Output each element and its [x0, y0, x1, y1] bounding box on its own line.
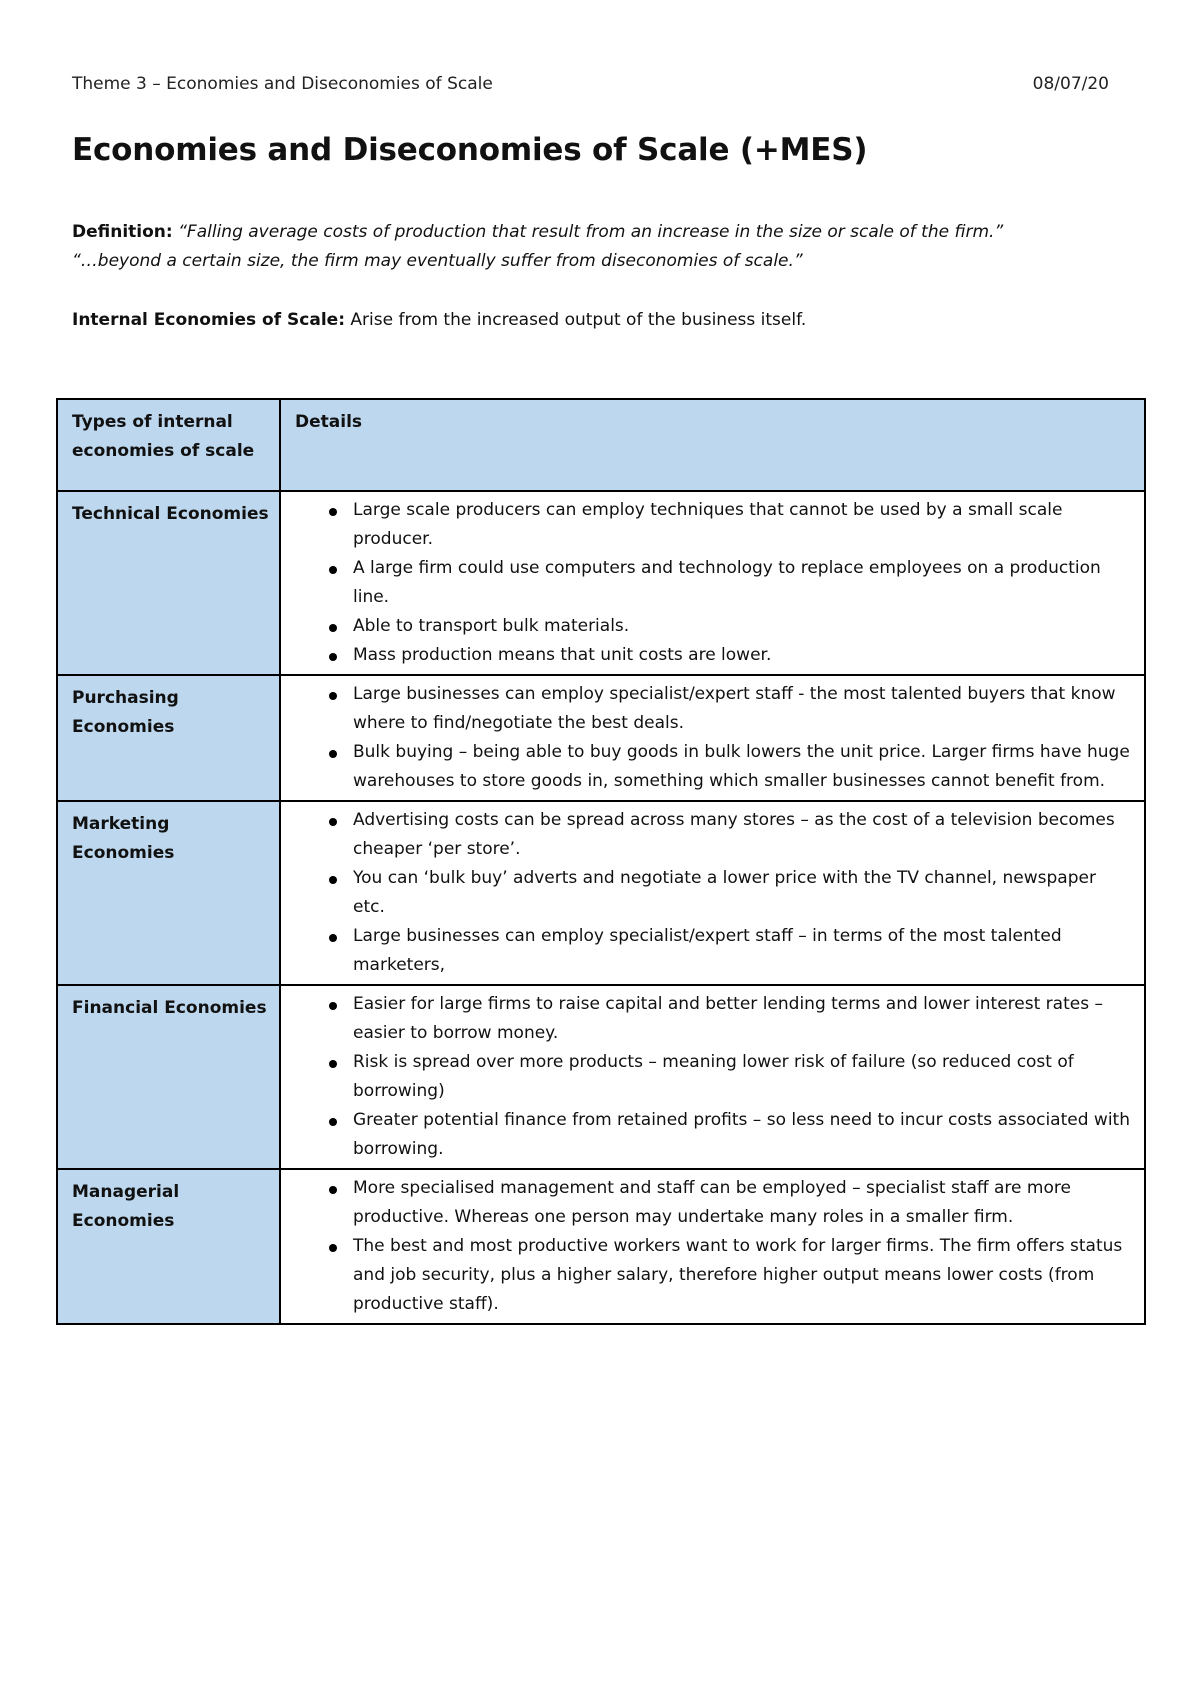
economy-type: Financial Economies	[57, 985, 280, 1169]
list-item	[291, 922, 1130, 980]
bullet-icon	[329, 934, 337, 942]
list-item-text: A large firm could use computers and technology to replace employees on a production line.	[353, 558, 1101, 607]
table-row	[57, 801, 1145, 985]
list-item-text: The best and most productive workers want to work for larger firms. The firm offers status and job security, plus a higher salary, therefore higher output means lower costs (from productive staff).	[353, 1236, 1123, 1314]
bullet-icon	[329, 624, 337, 632]
economy-details	[280, 675, 1145, 801]
list-item	[291, 1232, 1130, 1319]
list-item-text: Able to transport bulk materials.	[353, 616, 630, 636]
list-item	[291, 864, 1130, 922]
list-item	[291, 1174, 1130, 1232]
bullet-icon	[329, 1002, 337, 1010]
internal-text: Arise from the increased output of the business itself.	[345, 310, 807, 330]
header-theme: Theme 3 – Economies and Diseconomies of Scale	[72, 74, 493, 94]
list-item	[291, 680, 1130, 738]
bullet-icon	[329, 1118, 337, 1126]
economy-type: Managerial Economies	[57, 1169, 280, 1324]
list-item-text: Large businesses can employ specialist/expert staff - the most talented buyers that know where to find/negotiate the best deals.	[353, 684, 1116, 733]
header-date: 08/07/20	[1032, 74, 1109, 94]
economy-details	[280, 801, 1145, 985]
list-item	[291, 1106, 1130, 1164]
bullet-icon	[329, 750, 337, 758]
definition-quote: “Falling average costs of production that result from an increase in the size or scale of the firm.”	[178, 222, 1004, 242]
definition-label: Definition:	[72, 222, 173, 242]
detail-list	[291, 1174, 1130, 1319]
list-item-text: Advertising costs can be spread across many stores – as the cost of a television becomes cheaper ‘per store’.	[353, 810, 1115, 859]
list-item-text: Greater potential finance from retained profits – so less need to incur costs associated with borrowing.	[353, 1110, 1130, 1159]
list-item-text: More specialised management and staff can be employed – specialist staff are more productive. Whereas one person may undertake many roles in a smaller firm.	[353, 1178, 1071, 1227]
list-item-text: Risk is spread over more products – meaning lower risk of failure (so reduced cost of borrowing)	[353, 1052, 1074, 1101]
list-item	[291, 554, 1130, 612]
economy-details	[280, 1169, 1145, 1324]
list-item-text: Easier for large firms to raise capital and better lending terms and lower interest rates – easier to borrow money.	[353, 994, 1103, 1043]
list-item	[291, 806, 1130, 864]
detail-list	[291, 680, 1130, 796]
bullet-icon	[329, 692, 337, 700]
internal-label: Internal Economies of Scale:	[72, 310, 345, 330]
table-row	[57, 675, 1145, 801]
table-row	[57, 491, 1145, 675]
list-item	[291, 990, 1130, 1048]
economies-table	[56, 398, 1146, 1325]
list-item	[291, 496, 1130, 554]
economy-type: Purchasing Economies	[57, 675, 280, 801]
economy-details	[280, 985, 1145, 1169]
list-item	[291, 612, 1130, 641]
detail-list	[291, 806, 1130, 980]
list-item	[291, 738, 1130, 796]
bullet-icon	[329, 818, 337, 826]
page-header	[72, 74, 1109, 94]
internal-economies-line	[72, 310, 806, 330]
bullet-icon	[329, 653, 337, 661]
economy-type: Technical Economies	[57, 491, 280, 675]
list-item-text: Large businesses can employ specialist/expert staff – in terms of the most talented marketers,	[353, 926, 1062, 975]
economy-type: Marketing Economies	[57, 801, 280, 985]
detail-list	[291, 496, 1130, 670]
header-details: Details	[280, 399, 1145, 491]
list-item	[291, 1048, 1130, 1106]
list-item	[291, 641, 1130, 670]
table-row	[57, 1169, 1145, 1324]
list-item-text: Large scale producers can employ techniques that cannot be used by a small scale producer.	[353, 500, 1063, 549]
detail-list	[291, 990, 1130, 1164]
definition-block	[72, 218, 1132, 276]
list-item-text: You can ‘bulk buy’ adverts and negotiate a lower price with the TV channel, newspaper etc.	[353, 868, 1096, 917]
definition-line	[72, 218, 1132, 247]
bullet-icon	[329, 508, 337, 516]
economy-details	[280, 491, 1145, 675]
list-item-text: Mass production means that unit costs are lower.	[353, 645, 772, 665]
bullet-icon	[329, 1060, 337, 1068]
bullet-icon	[329, 876, 337, 884]
bullet-icon	[329, 1186, 337, 1194]
list-item-text: Bulk buying – being able to buy goods in bulk lowers the unit price. Larger firms have huge warehouses to store goods in, something which smaller businesses cannot benefit from.	[353, 742, 1130, 791]
definition-quote-2: “…beyond a certain size, the firm may eventually suffer from diseconomies of scale.”	[72, 251, 803, 271]
page-title: Economies and Diseconomies of Scale (+MES)	[72, 132, 868, 168]
bullet-icon	[329, 1244, 337, 1252]
table-row	[57, 985, 1145, 1169]
header-types: Types of internal economies of scale	[57, 399, 280, 491]
bullet-icon	[329, 566, 337, 574]
table-header-row	[57, 399, 1145, 491]
